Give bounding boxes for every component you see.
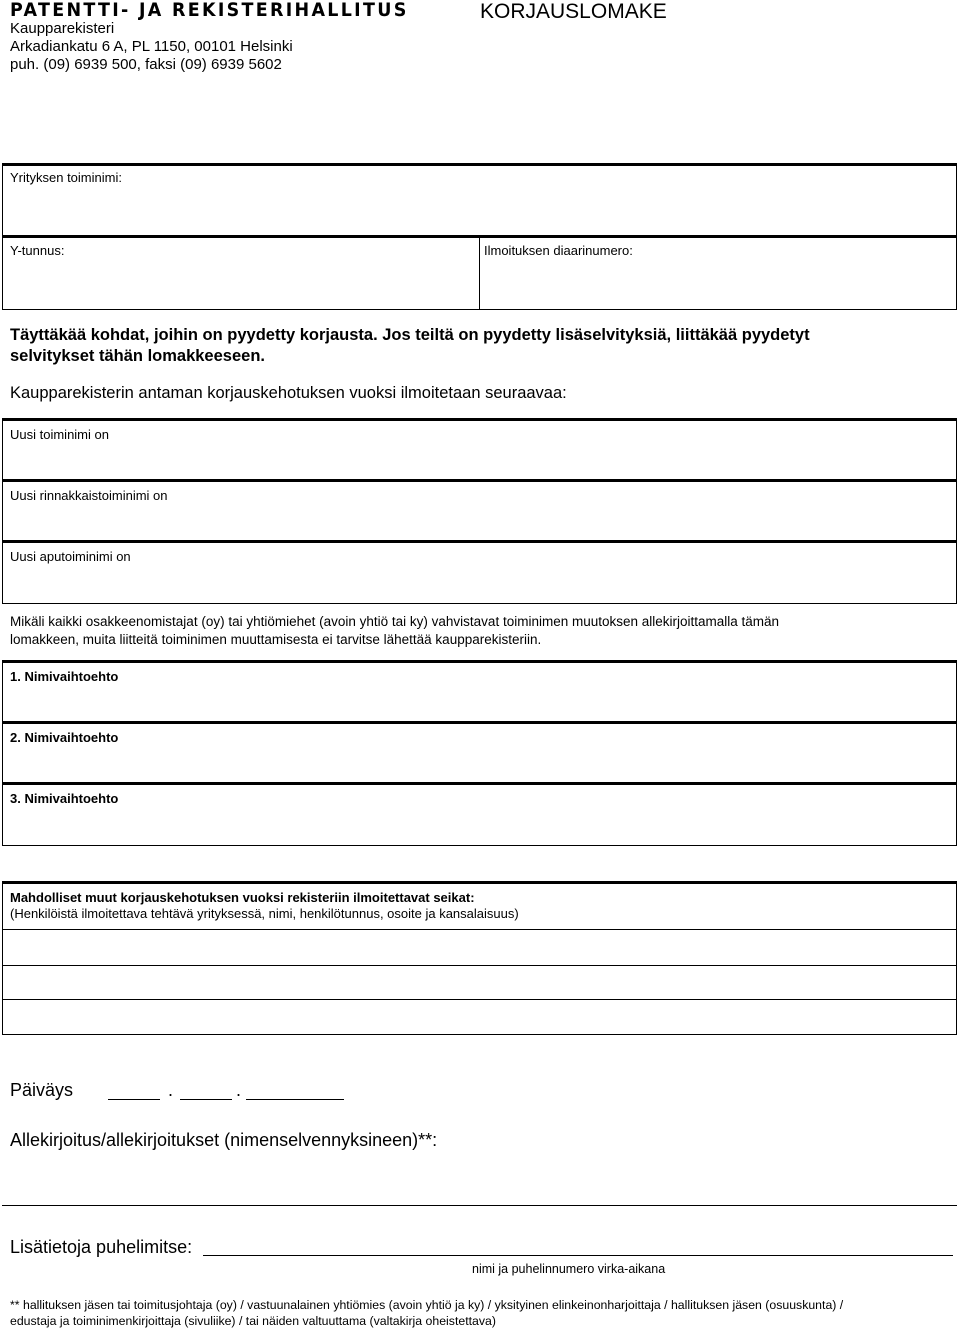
row-divider (3, 929, 956, 930)
new-name-field[interactable] (2, 418, 957, 481)
contact-label: Lisätietoja puhelimitse: (10, 1237, 193, 1257)
intro-text: Kaupparekisterin antaman korjauskehotuksen vuoksi ilmoitetaan seuraavaa: (10, 384, 567, 402)
signature-line[interactable] (2, 1205, 957, 1206)
business-id-label: Y-tunnus: (10, 243, 65, 258)
instruction-line-1: Täyttäkää kohdat, joihin on pyydetty korjausta. Jos teiltä on pyydetty lisäselvityksiä, liittäkää pyydetyt (10, 326, 810, 344)
agency-phone: puh. (09) 6939 500, faksi (09) 6939 5602 (10, 56, 282, 73)
contact-line[interactable] (203, 1255, 953, 1256)
footnote-line-1: ** hallituksen jäsen tai toimitusjohtaja (oy) / vastuunalainen yhtiömies (avoin yhtiö ja ky) / yksityinen elinkeinonharjoittaja / hallituksen jäsen (osuuskunta) / (10, 1298, 844, 1312)
other-matters-field[interactable] (2, 881, 957, 1035)
diary-number-label: Ilmoituksen diaarinumero: (484, 243, 633, 258)
new-name-label: Uusi toiminimi on (10, 427, 109, 442)
row-divider (3, 965, 956, 966)
other-matters-title: Mahdolliset muut korjauskehotuksen vuoksi rekisteriin ilmoitettavat seikat: (10, 890, 475, 905)
date-separator: . (168, 1080, 174, 1100)
form-title: KORJAUSLOMAKE (480, 0, 667, 23)
agency-logo: PATENTTI- JA REKISTERIHALLITUS (10, 0, 409, 21)
footnote-line-2: edustaja ja toiminimenkirjoittaja (sivuliike) / tai näiden valtuuttama (valtakirja oheistettava) (10, 1314, 496, 1328)
company-name-label: Yrityksen toiminimi: (10, 170, 122, 185)
name-option-2-field[interactable] (2, 721, 957, 784)
date-month-line[interactable] (180, 1099, 232, 1100)
date-separator: . (236, 1080, 242, 1100)
row-divider (3, 999, 956, 1000)
name-option-2-label: 2. Nimivaihtoehto (10, 730, 119, 745)
name-option-3-label: 3. Nimivaihtoehto (10, 791, 119, 806)
name-option-3-field[interactable] (2, 782, 957, 846)
date-year-line[interactable] (246, 1099, 344, 1100)
date-label: Päiväys (10, 1080, 74, 1100)
consent-line-1: Mikäli kaikki osakkeenomistajat (oy) tai yhtiömiehet (avoin yhtiö tai ky) vahvistavat toiminimen muutoksen allekirjoittamalla tämän (10, 614, 780, 629)
contact-hint: nimi ja puhelinnumero virka-aikana (472, 1262, 666, 1276)
new-parallel-name-field[interactable] (2, 479, 957, 542)
company-name-field[interactable] (2, 163, 957, 236)
name-option-1-label: 1. Nimivaihtoehto (10, 669, 119, 684)
other-matters-subtitle: (Henkilöistä ilmoitettava tehtävä yrityksessä, nimi, henkilötunnus, osoite ja kansalaisuus) (10, 906, 519, 921)
signatures-label: Allekirjoitus/allekirjoitukset (nimenselvennyksineen)**: (10, 1130, 438, 1150)
new-parallel-name-label: Uusi rinnakkaistoiminimi on (10, 488, 168, 503)
agency-address: Arkadiankatu 6 A, PL 1150, 00101 Helsinki (10, 38, 293, 55)
column-divider (479, 238, 480, 310)
id-row (2, 235, 957, 310)
new-aux-name-field[interactable] (2, 540, 957, 604)
new-aux-name-label: Uusi aputoiminimi on (10, 549, 131, 564)
date-day-line[interactable] (108, 1099, 160, 1100)
consent-line-2: lomakkeen, muita liitteitä toiminimen muuttamisesta ei tarvitse lähettää kaupparekisteriin. (10, 632, 542, 647)
name-option-1-field[interactable] (2, 660, 957, 723)
instruction-line-2: selvitykset tähän lomakkeeseen. (10, 347, 265, 365)
agency-unit: Kaupparekisteri (10, 20, 115, 37)
